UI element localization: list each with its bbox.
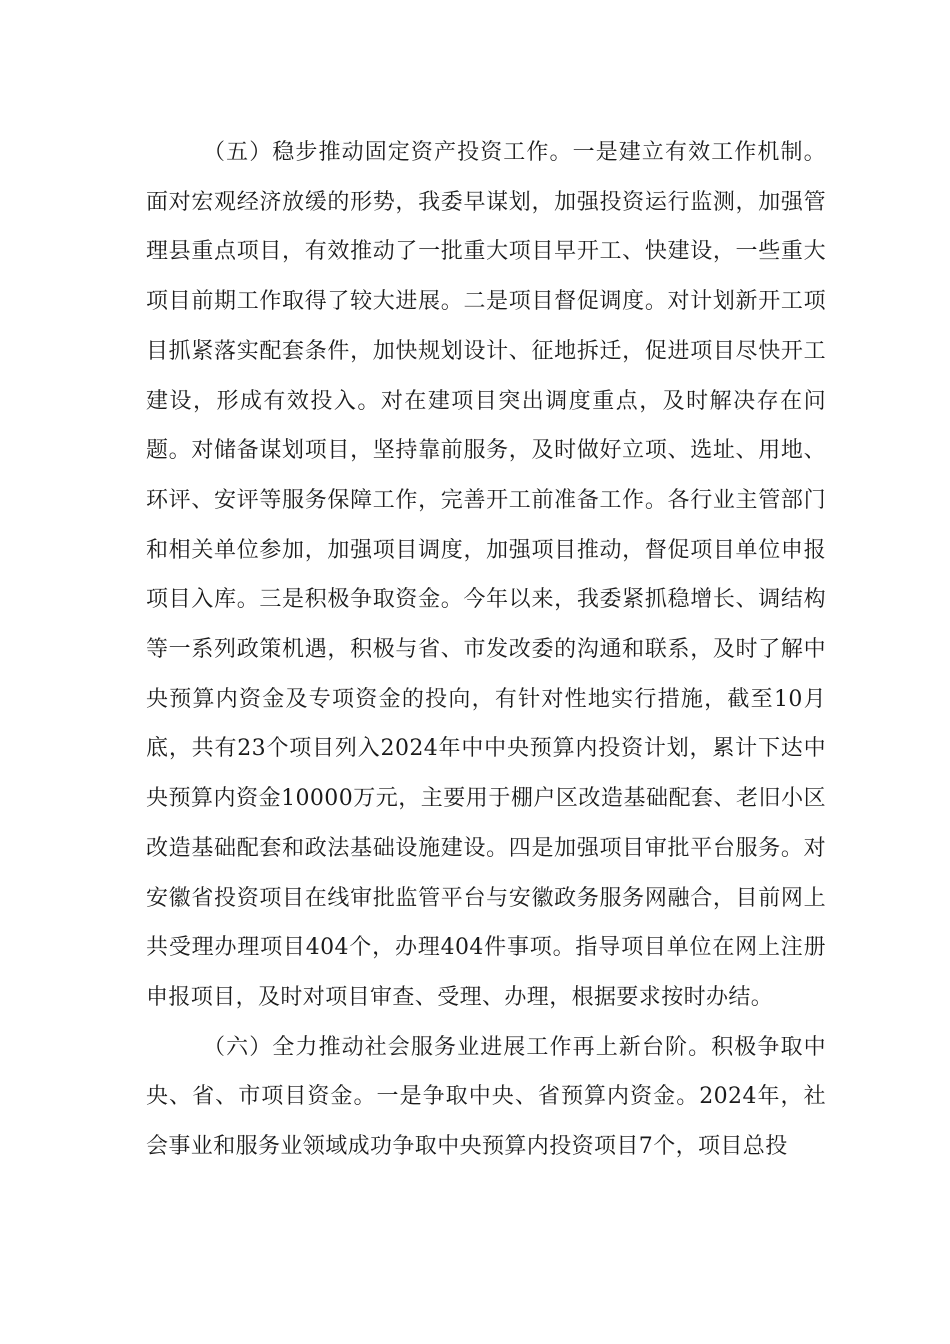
paragraph-social-services: （六）全力推动社会服务业进展工作再上新台阶。积极争取中央、省、市项目资金。一是争取中央、省预算内资金。2024年，社会事业和服务业领域成功争取中央预算内投资项目7个，项目总投 xyxy=(146,1034,826,1160)
paragraph-fixed-asset-investment: （五）稳步推动固定资产投资工作。一是建立有效工作机制。面对宏观经济放缓的形势，我委早谋划，加强投资运行监测，加强管理县重点项目，有效推动了一批重大项目早开工、快建设，一些重大项目前期工作取得了较大进展。二是项目督促调度。对计划新开工项目抓紧落实配套条件，加快规划设计、征地拆迁，促进项目尽快开工建设，形成有效投入。对在建项目突出调度重点，及时解决存在问题。对储备谋划项目，坚持靠前服务，及时做好立项、选址、用地、环评、安评等服务保障工作，完善开工前准备工作。各行业主管部门和相关单位参加，加强项目调度，加强项目推动，督促项目单位申报项目入库。三是积极争取资金。今年以来，我委紧抓稳增长、调结构等一系列政策机遇，积极与省、市发改委的沟通和联系，及时了解中央预算内资金及专项资金的投向，有针对性地实行措施，截至10月底，共有23个项目列入2024年中中央预算内投资计划，累计下达中央预算内资金10000万元，主要用于棚户区改造基础配套、老旧小区改造基础配套和政法基础设施建设。四是加强项目审批平台服务。对安徽省投资项目在线审批监管平台与安徽政务服务网融合，目前网上共受理办理项目404个，办理404件事项。指导项目单位在网上注册申报项目，及时对项目审查、受理、办理，根据要求按时办结。 xyxy=(146,140,826,1010)
document-body xyxy=(146,128,826,1172)
